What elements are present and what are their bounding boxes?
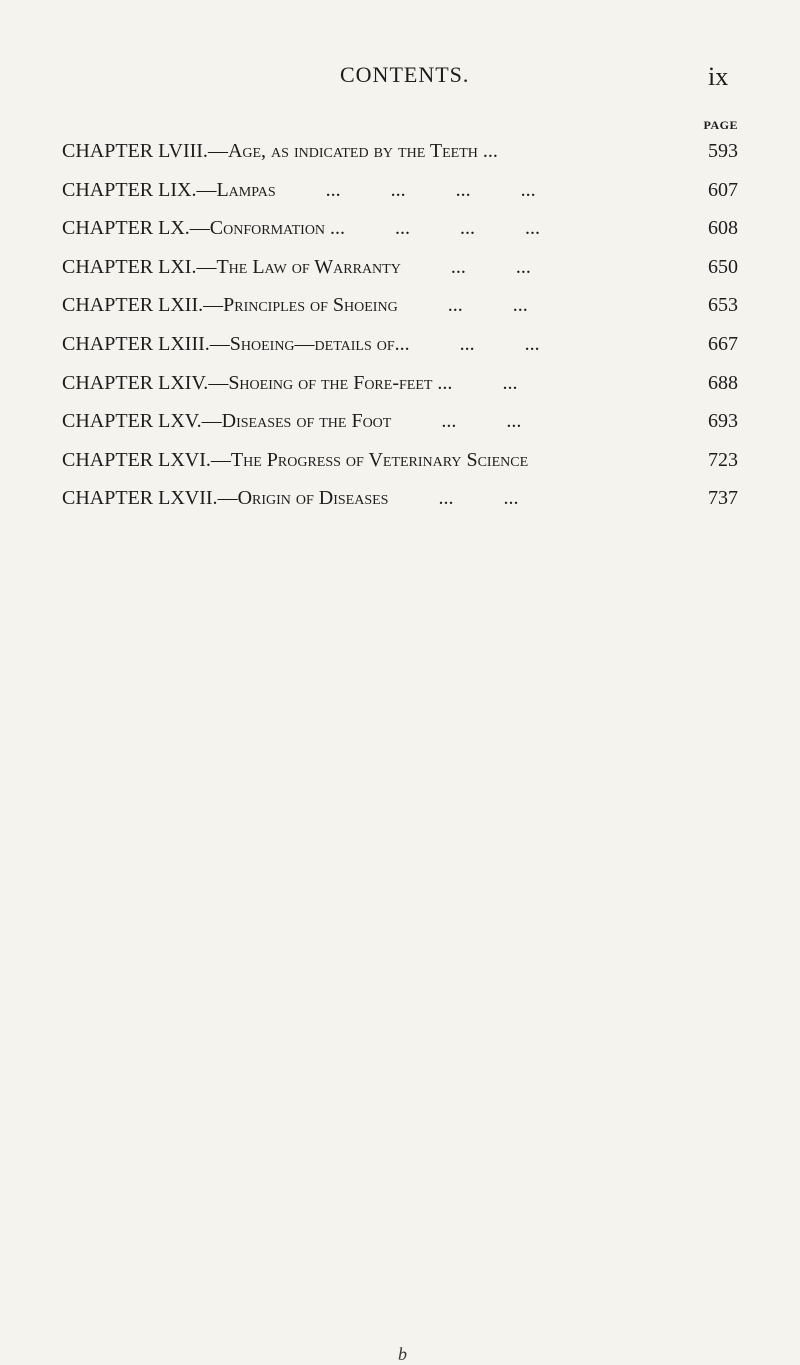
chapter-label: CHAPTER bbox=[62, 332, 154, 355]
chapter-page: 693 bbox=[708, 410, 738, 433]
table-of-contents bbox=[62, 140, 742, 526]
dot-leader: ... ... bbox=[409, 332, 540, 355]
chapter-title: —Age, as indicated by the Teeth bbox=[207, 140, 478, 162]
chapter-label: CHAPTER bbox=[62, 410, 154, 433]
chapter-title: —The Law of Warranty bbox=[196, 255, 401, 278]
toc-entry bbox=[62, 372, 742, 411]
chapter-number: LX. bbox=[158, 217, 190, 240]
chapter-number: LXI. bbox=[158, 255, 197, 278]
dot-leader: ... bbox=[477, 140, 498, 162]
chapter-page: 688 bbox=[708, 371, 738, 394]
chapter-label: CHAPTER bbox=[62, 448, 154, 471]
printer-signature-mark: b bbox=[398, 1344, 407, 1364]
toc-entry bbox=[62, 487, 742, 526]
running-title: CONTENTS. bbox=[340, 62, 470, 87]
chapter-number: LXIV. bbox=[158, 371, 209, 394]
toc-entry bbox=[62, 140, 742, 179]
chapter-title: —Shoeing—details of... bbox=[209, 332, 410, 355]
chapter-page: 667 bbox=[708, 332, 738, 355]
dot-leader: ... ... ... bbox=[345, 217, 541, 240]
chapter-title: —Principles of Shoeing bbox=[203, 294, 398, 317]
dot-leader: ... bbox=[452, 371, 518, 394]
chapter-label: CHAPTER bbox=[62, 487, 154, 510]
dot-leader: ... ... bbox=[391, 410, 522, 433]
chapter-title: —Origin of Diseases bbox=[217, 487, 389, 510]
chapter-label: CHAPTER bbox=[62, 371, 154, 394]
chapter-page: 650 bbox=[708, 255, 738, 278]
chapter-page: 737 bbox=[708, 487, 738, 510]
toc-entry bbox=[62, 294, 742, 333]
chapter-label: CHAPTER bbox=[62, 217, 154, 240]
chapter-title: —Lampas bbox=[196, 178, 276, 201]
page-column-label: PAGE bbox=[703, 118, 738, 132]
chapter-title: —The Progress of Veterinary Science bbox=[210, 448, 529, 471]
toc-entry bbox=[62, 410, 742, 449]
chapter-number: LXII. bbox=[158, 294, 204, 317]
chapter-page: 608 bbox=[708, 217, 738, 240]
dot-leader: ... ... bbox=[400, 255, 531, 278]
chapter-page: 723 bbox=[708, 448, 738, 471]
chapter-number: LVIII. bbox=[158, 140, 208, 162]
chapter-number: LIX. bbox=[158, 178, 197, 201]
dot-leader: ... ... ... ... bbox=[275, 178, 536, 201]
chapter-number: LXIII. bbox=[158, 332, 210, 355]
chapter-page: 653 bbox=[708, 294, 738, 317]
chapter-label: CHAPTER bbox=[62, 255, 154, 278]
chapter-number: LXV. bbox=[158, 410, 202, 433]
chapter-page: 607 bbox=[708, 178, 738, 201]
chapter-number: LXVI. bbox=[158, 448, 211, 471]
dot-leader: ... ... bbox=[388, 487, 519, 510]
chapter-title: —Diseases of the Foot bbox=[201, 410, 392, 433]
chapter-label: CHAPTER bbox=[62, 294, 154, 317]
chapter-number: LXVII. bbox=[158, 487, 218, 510]
running-head bbox=[0, 62, 800, 102]
chapter-title: —Conformation ... bbox=[189, 217, 346, 240]
toc-entry bbox=[62, 449, 742, 488]
dot-leader: ... ... bbox=[397, 294, 528, 317]
toc-entry bbox=[62, 256, 742, 295]
page-number: ix bbox=[708, 62, 729, 91]
toc-entry bbox=[62, 179, 742, 218]
chapter-label: CHAPTER bbox=[62, 178, 154, 201]
chapter-label: CHAPTER bbox=[62, 140, 154, 162]
toc-entry bbox=[62, 333, 742, 372]
chapter-page: 593 bbox=[708, 140, 738, 162]
chapter-title: —Shoeing of the Fore-feet ... bbox=[208, 371, 453, 394]
toc-entry bbox=[62, 217, 742, 256]
